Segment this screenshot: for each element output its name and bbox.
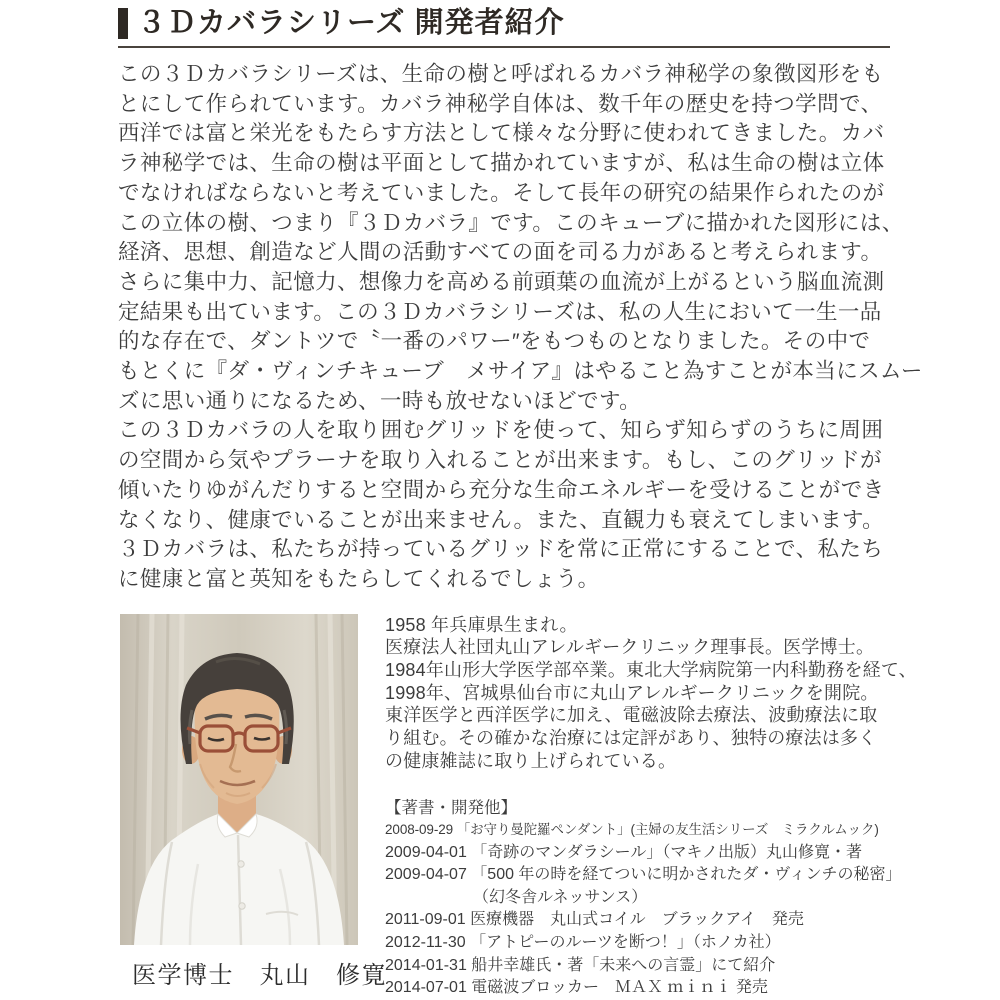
bio-line: の健康雑誌に取り上げられている。 [385,750,677,771]
intro-line: とにして作られています。カバラ神秘学自体は、数千年の歴史を持つ学問で、 [118,91,883,116]
intro-line: 西洋では富と栄光をもたらす方法として様々な分野に使われてきました。カバ [118,121,885,146]
publication-item: 2014-07-01 電磁波ブロッカー ＭＡＸ ｍｉｎｉ 発売 [385,979,768,997]
publications-list [385,819,902,1000]
intro-paragraph [118,60,923,595]
publications-header: 【著書・開発他】 [385,798,517,817]
portrait-figure [120,614,387,1000]
intro-line: ３Ｄカバラは、私たちが持っているグリッドを常に正常にすることで、私たち [118,537,884,562]
publication-item: 2014-01-31 船井幸雄氏・著「未来への言霊」にて紹介 [385,956,776,974]
publication-item: （幻冬舎ルネッサンス） [385,888,648,906]
page-header [118,8,890,48]
coat-button [239,902,245,908]
publication-item: 2011-09-01 医療機器 丸山式コイル ブラックアイ 発売 [385,911,804,929]
intro-line: なくなり、健康でいることが出来ません。また、直観力も衰えてしまいます。 [118,507,885,532]
bio-column [385,614,917,1000]
intro-line: この３Ｄカバラシリーズは、生命の樹と呼ばれるカバラ神秘学の象徴図形をも [118,62,884,86]
intro-line: 的な存在で、ダントツで〝一番のパワー″をもつものとなりました。その中で [118,329,871,354]
coat-button [238,860,244,866]
intro-line: もとくに『ダ・ヴィンチキューブ メサイア』はやること為すことが本当にスムー [118,359,923,384]
intro-line: に健康と富と英知をもたらしてくれるでしょう。 [118,566,600,591]
title-accent-bar [118,8,128,39]
publication-item: 2008-09-29 「お守り曼陀羅ペンダント」(主婦の友生活シリーズ ミラクルムック) [385,822,879,838]
intro-line: の空間から気やプラーナを取り入れることが出来ます。もし、このグリッドが [118,448,882,473]
bio-line: 1958 年兵庫県生まれ。 [385,614,578,635]
intro-line: 定結果も出ています。この３Ｄカバラシリーズは、私の人生において一生一品 [118,299,882,324]
content-column [118,7,923,1000]
bio-line: 1984年山形大学医学部卒業。東北大学病院第一内科勤務を経て、 [385,660,917,681]
publication-item: 2009-04-07 「500 年の時を経てついに明かされたダ・ヴィンチの秘密」 [385,866,902,884]
intro-line: 経済、思想、創造など人間の活動すべての面を司る力があると考えられます。 [118,240,883,265]
intro-line: この３Ｄカバラの人を取り囲むグリッドを使って、知らず知らずのうちに周囲 [118,418,884,443]
page-title: ３Ｄカバラシリーズ 開発者紹介 [137,7,565,39]
bio-line: 1998年、宮城県仙台市に丸山アレルギークリニックを開院。 [385,682,879,703]
portrait-caption: 医学博士 丸山 修寛 [132,961,387,989]
bio-line: 東洋医学と西洋医学に加え、電磁波除去療法、波動療法に取 [385,705,878,726]
portrait-photo [120,614,358,945]
intro-line: でなければならないと考えていました。そして長年の研究の結果作られたのが [118,180,885,205]
bio-line: り組む。その確かな治療には定評があり、独特の療法は多く [385,728,877,749]
publication-item: 2012-11-30 「アトピーのルーツを断つ！」（ホノカ社） [385,934,781,952]
eye [254,738,270,740]
intro-line: ラ神秘学では、生命の樹は平面として描かれていますが、私は生命の樹は立体 [118,151,885,176]
bio-text [385,614,917,773]
intro-line: 傾いたりゆがんだりすると空間から充分な生命エネルギーを受けることができ [118,477,885,502]
intro-line: ズに思い通りになるため、一時も放せないほどです。 [118,388,642,413]
intro-line: この立体の樹、つまり『３Ｄカバラ』です。このキューブに描かれた図形には、 [118,210,904,235]
developer-profile [118,614,917,1000]
bio-line: 医療法人社団丸山アレルギークリニック理事長。医学博士。 [385,637,875,658]
intro-line: さらに集中力、記憶力、想像力を高める前頭葉の血流が上がるという脳血流測 [118,269,885,294]
publication-item: 2009-04-01 「奇跡のマンダラシール」（マキノ出版）丸山修寛・著 [385,843,863,861]
